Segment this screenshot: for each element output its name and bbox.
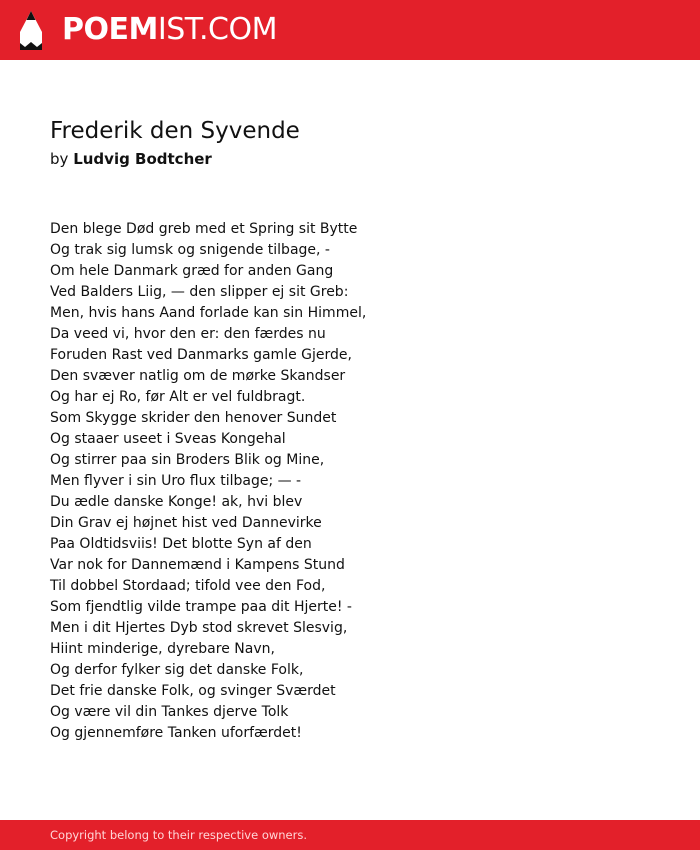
copyright-text: Copyright belong to their respective owners.	[50, 828, 308, 842]
brand-bold: POEM	[62, 12, 158, 47]
poem-body	[50, 219, 366, 744]
poem-line: Men i dit Hjertes Dyb stod skrevet Slesvig,	[50, 620, 348, 636]
poem-line: Som fjendtlig vilde trampe paa dit Hjerte! -	[50, 599, 352, 615]
poem-line: Da veed vi, hvor den er: den færdes nu	[50, 326, 326, 342]
poem-line: Og stirrer paa sin Broders Blik og Mine,	[50, 452, 325, 468]
poem-line: Og gjennemføre Tanken uforfærdet!	[50, 725, 302, 741]
poem-line: Og har ej Ro, før Alt er vel fuldbragt.	[50, 389, 306, 405]
by-label: by	[50, 150, 69, 168]
poem-line: Den svæver natlig om de mørke Skandser	[50, 368, 346, 384]
poem-line: Men flyver i sin Uro flux tilbage; — -	[50, 473, 302, 489]
site-footer	[0, 820, 700, 850]
site-logo-text[interactable]	[62, 13, 277, 47]
poem-line: Som Skygge skrider den henover Sundet	[50, 410, 337, 426]
site-header	[0, 0, 700, 60]
poem-line: Paa Oldtidsviis! Det blotte Syn af den	[50, 536, 312, 552]
poem-line: Din Grav ej højnet hist ved Dannevirke	[50, 515, 322, 531]
poem-title: Frederik den Syvende	[50, 118, 300, 144]
poem-byline	[50, 149, 212, 169]
poem-line: Og derfor fylker sig det danske Folk,	[50, 662, 304, 678]
poem-line: Men, hvis hans Aand forlade kan sin Himmel,	[50, 305, 367, 321]
poem-line: Om hele Danmark græd for anden Gang	[50, 263, 334, 279]
poem-line: Det frie danske Folk, og svinger Sværdet	[50, 683, 336, 699]
poem-author: Ludvig Bodtcher	[73, 150, 212, 168]
brand-light: IST.COM	[157, 12, 277, 47]
poem-line: Og være vil din Tankes djerve Tolk	[50, 704, 289, 720]
poem-line: Og staaer useet i Sveas Kongehal	[50, 431, 286, 447]
poem-line: Og trak sig lumsk og snigende tilbage, -	[50, 242, 330, 258]
poem-line: Den blege Død greb med et Spring sit Bytte	[50, 221, 358, 237]
poem-line: Hiint minderige, dyrebare Navn,	[50, 641, 275, 657]
poem-line: Ved Balders Liig, — den slipper ej sit Greb:	[50, 284, 349, 300]
poem-line: Til dobbel Stordaad; tifold vee den Fod,	[50, 578, 326, 594]
poem-line: Foruden Rast ved Danmarks gamle Gjerde,	[50, 347, 352, 363]
poem-line: Var nok for Dannemænd i Kampens Stund	[50, 557, 345, 573]
pencil-icon[interactable]	[19, 10, 43, 51]
poem-line: Du ædle danske Konge! ak, hvi blev	[50, 494, 303, 510]
